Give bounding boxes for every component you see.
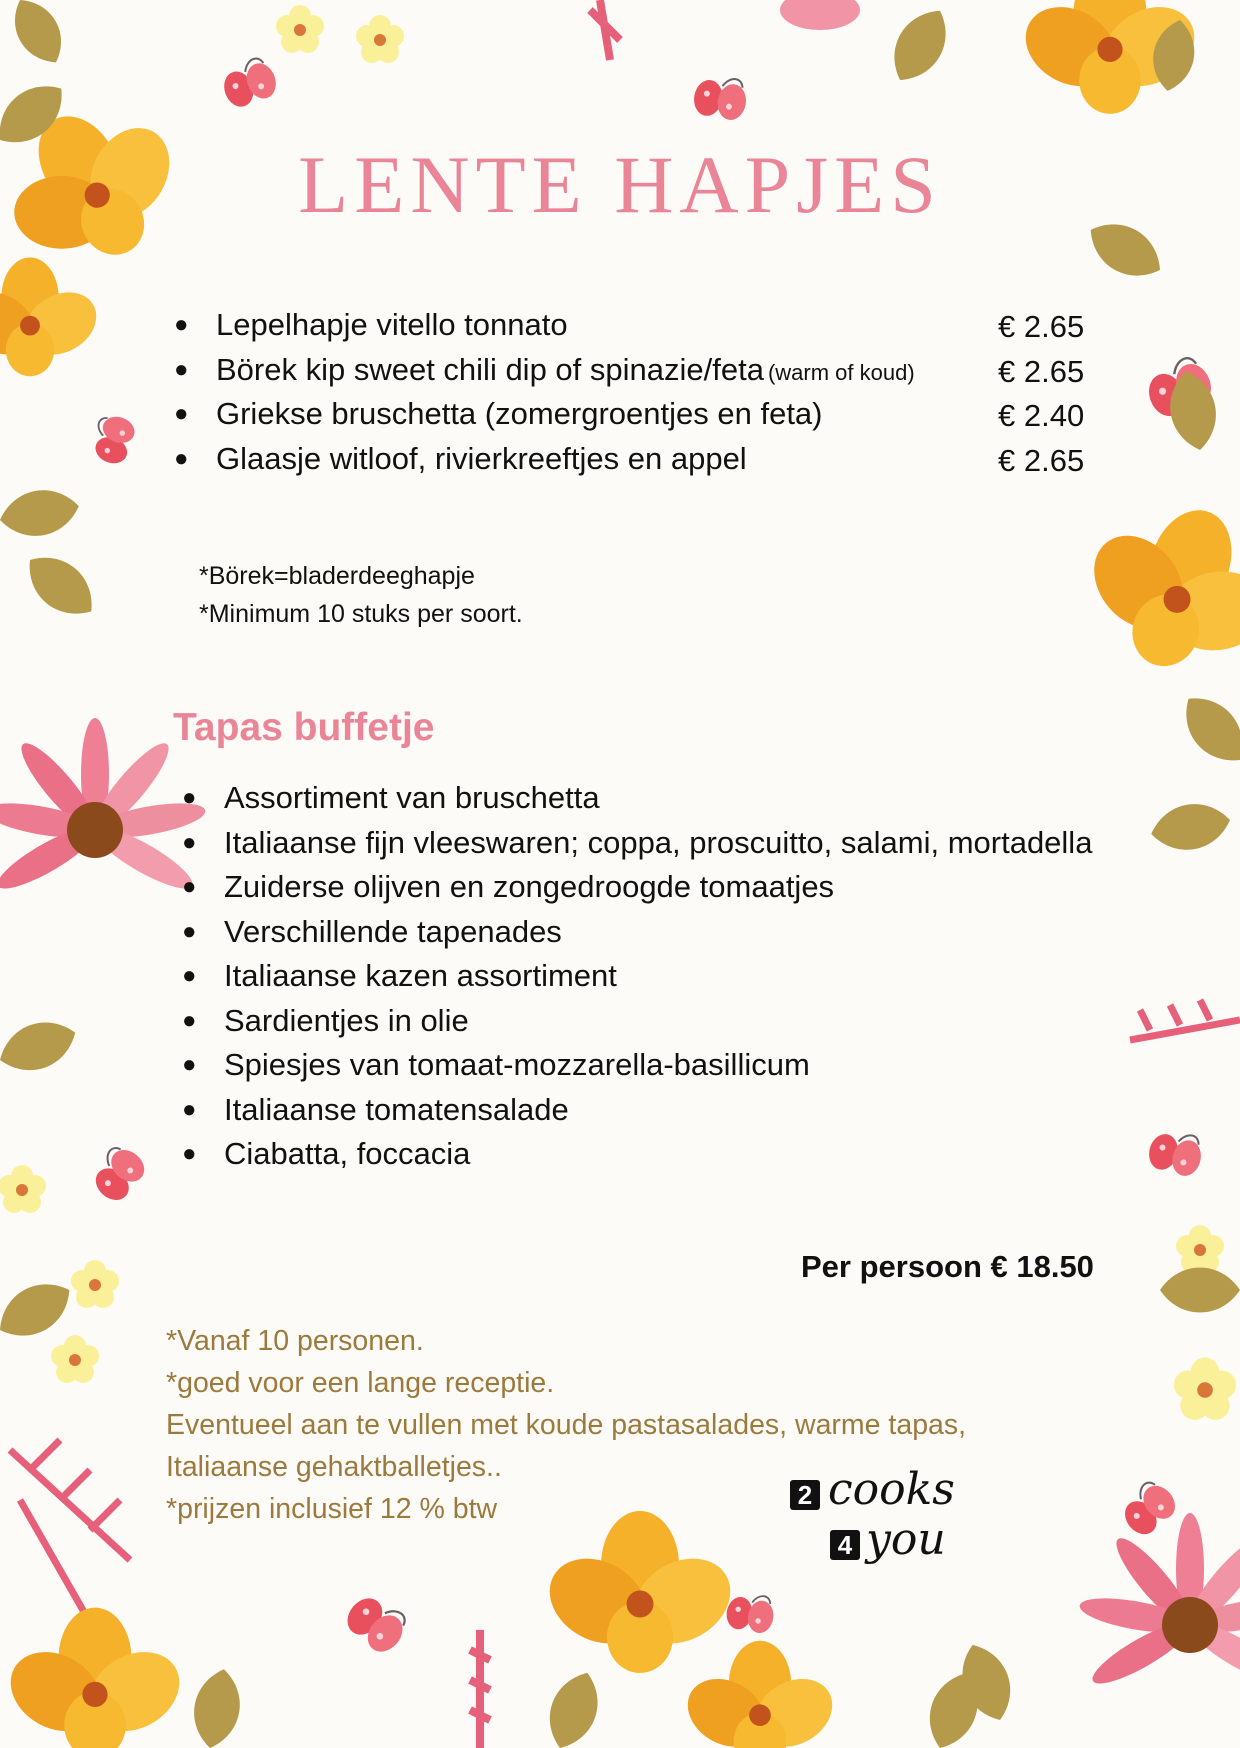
bullet: ● bbox=[182, 873, 197, 900]
item-name: Spiesjes van tomaat-mozzarella-basillicum bbox=[224, 1047, 810, 1082]
bullet: ● bbox=[174, 311, 189, 338]
item-name: Verschillende tapenades bbox=[224, 913, 562, 949]
item-price: € 2.65 bbox=[998, 309, 1085, 344]
bullet: ● bbox=[182, 917, 197, 945]
item-name: Italiaanse kazen assortiment bbox=[224, 958, 617, 993]
bullet: ● bbox=[182, 784, 197, 811]
fine-print-line: Eventueel aan te vullen met koude pastasalades, warme tapas, bbox=[166, 1409, 967, 1441]
logo-number: 2 bbox=[790, 1480, 820, 1510]
item-name: Sardientjes in olie bbox=[224, 1002, 469, 1038]
hapjes-list bbox=[170, 303, 1100, 481]
brand-logo bbox=[790, 1464, 955, 1592]
list-item bbox=[170, 348, 1100, 393]
item-name: Assortiment van bruschetta bbox=[224, 780, 600, 815]
bullet: ● bbox=[174, 444, 189, 472]
tapas-heading: Tapas buffetje bbox=[173, 706, 435, 749]
bullet: ● bbox=[182, 1095, 197, 1123]
item-name: Italiaanse fijn vleeswaren; coppa, proscuitto, salami, mortadella bbox=[224, 824, 1093, 860]
item-name: Börek kip sweet chili dip of spinazie/feta bbox=[216, 351, 764, 387]
item-note: (warm of koud) bbox=[767, 359, 915, 385]
item-name: Glaasje witloof, rivierkreeftjes en appel bbox=[216, 440, 747, 476]
logo-word: you bbox=[866, 1514, 946, 1565]
footnote: *Minimum 10 stuks per soort. bbox=[199, 600, 523, 628]
bullet: ● bbox=[182, 1006, 197, 1034]
footnote: *Börek=bladerdeeghapje bbox=[199, 562, 475, 590]
logo-number: 4 bbox=[830, 1530, 860, 1560]
item-price: € 2.65 bbox=[998, 353, 1085, 389]
bullet: ● bbox=[182, 962, 197, 989]
list-item bbox=[170, 392, 1100, 437]
bullet: ● bbox=[182, 828, 197, 856]
footnotes bbox=[199, 557, 523, 633]
list-item bbox=[170, 437, 1100, 482]
per-person-price: Per persoon € 18.50 bbox=[801, 1249, 1094, 1284]
item-price: € 2.65 bbox=[998, 442, 1085, 478]
item-name: Ciabatta, foccacia bbox=[224, 1136, 471, 1171]
bullet: ● bbox=[182, 1140, 197, 1167]
bullet: ● bbox=[182, 1051, 197, 1078]
fine-print-line: *Vanaf 10 personen. bbox=[166, 1325, 424, 1357]
page-title: LENTE HAPJES bbox=[298, 139, 942, 230]
item-name: Lepelhapje vitello tonnato bbox=[216, 307, 568, 342]
item-name: Zuiderse olijven en zongedroogde tomaatjes bbox=[224, 869, 835, 904]
list-item bbox=[170, 303, 1100, 348]
fine-print-line: *prijzen inclusief 12 % btw bbox=[166, 1493, 498, 1525]
item-name: Italiaanse tomatensalade bbox=[224, 1091, 569, 1127]
logo-word: cooks bbox=[828, 1464, 955, 1515]
bullet: ● bbox=[174, 400, 189, 427]
item-name: Griekse bruschetta (zomergroentjes en feta) bbox=[216, 396, 823, 431]
fine-print-line: Italiaanse gehaktballetjes.. bbox=[166, 1451, 502, 1483]
bullet: ● bbox=[174, 355, 189, 383]
fine-print-line: *goed voor een lange receptie. bbox=[166, 1367, 555, 1399]
item-price: € 2.40 bbox=[998, 398, 1085, 433]
